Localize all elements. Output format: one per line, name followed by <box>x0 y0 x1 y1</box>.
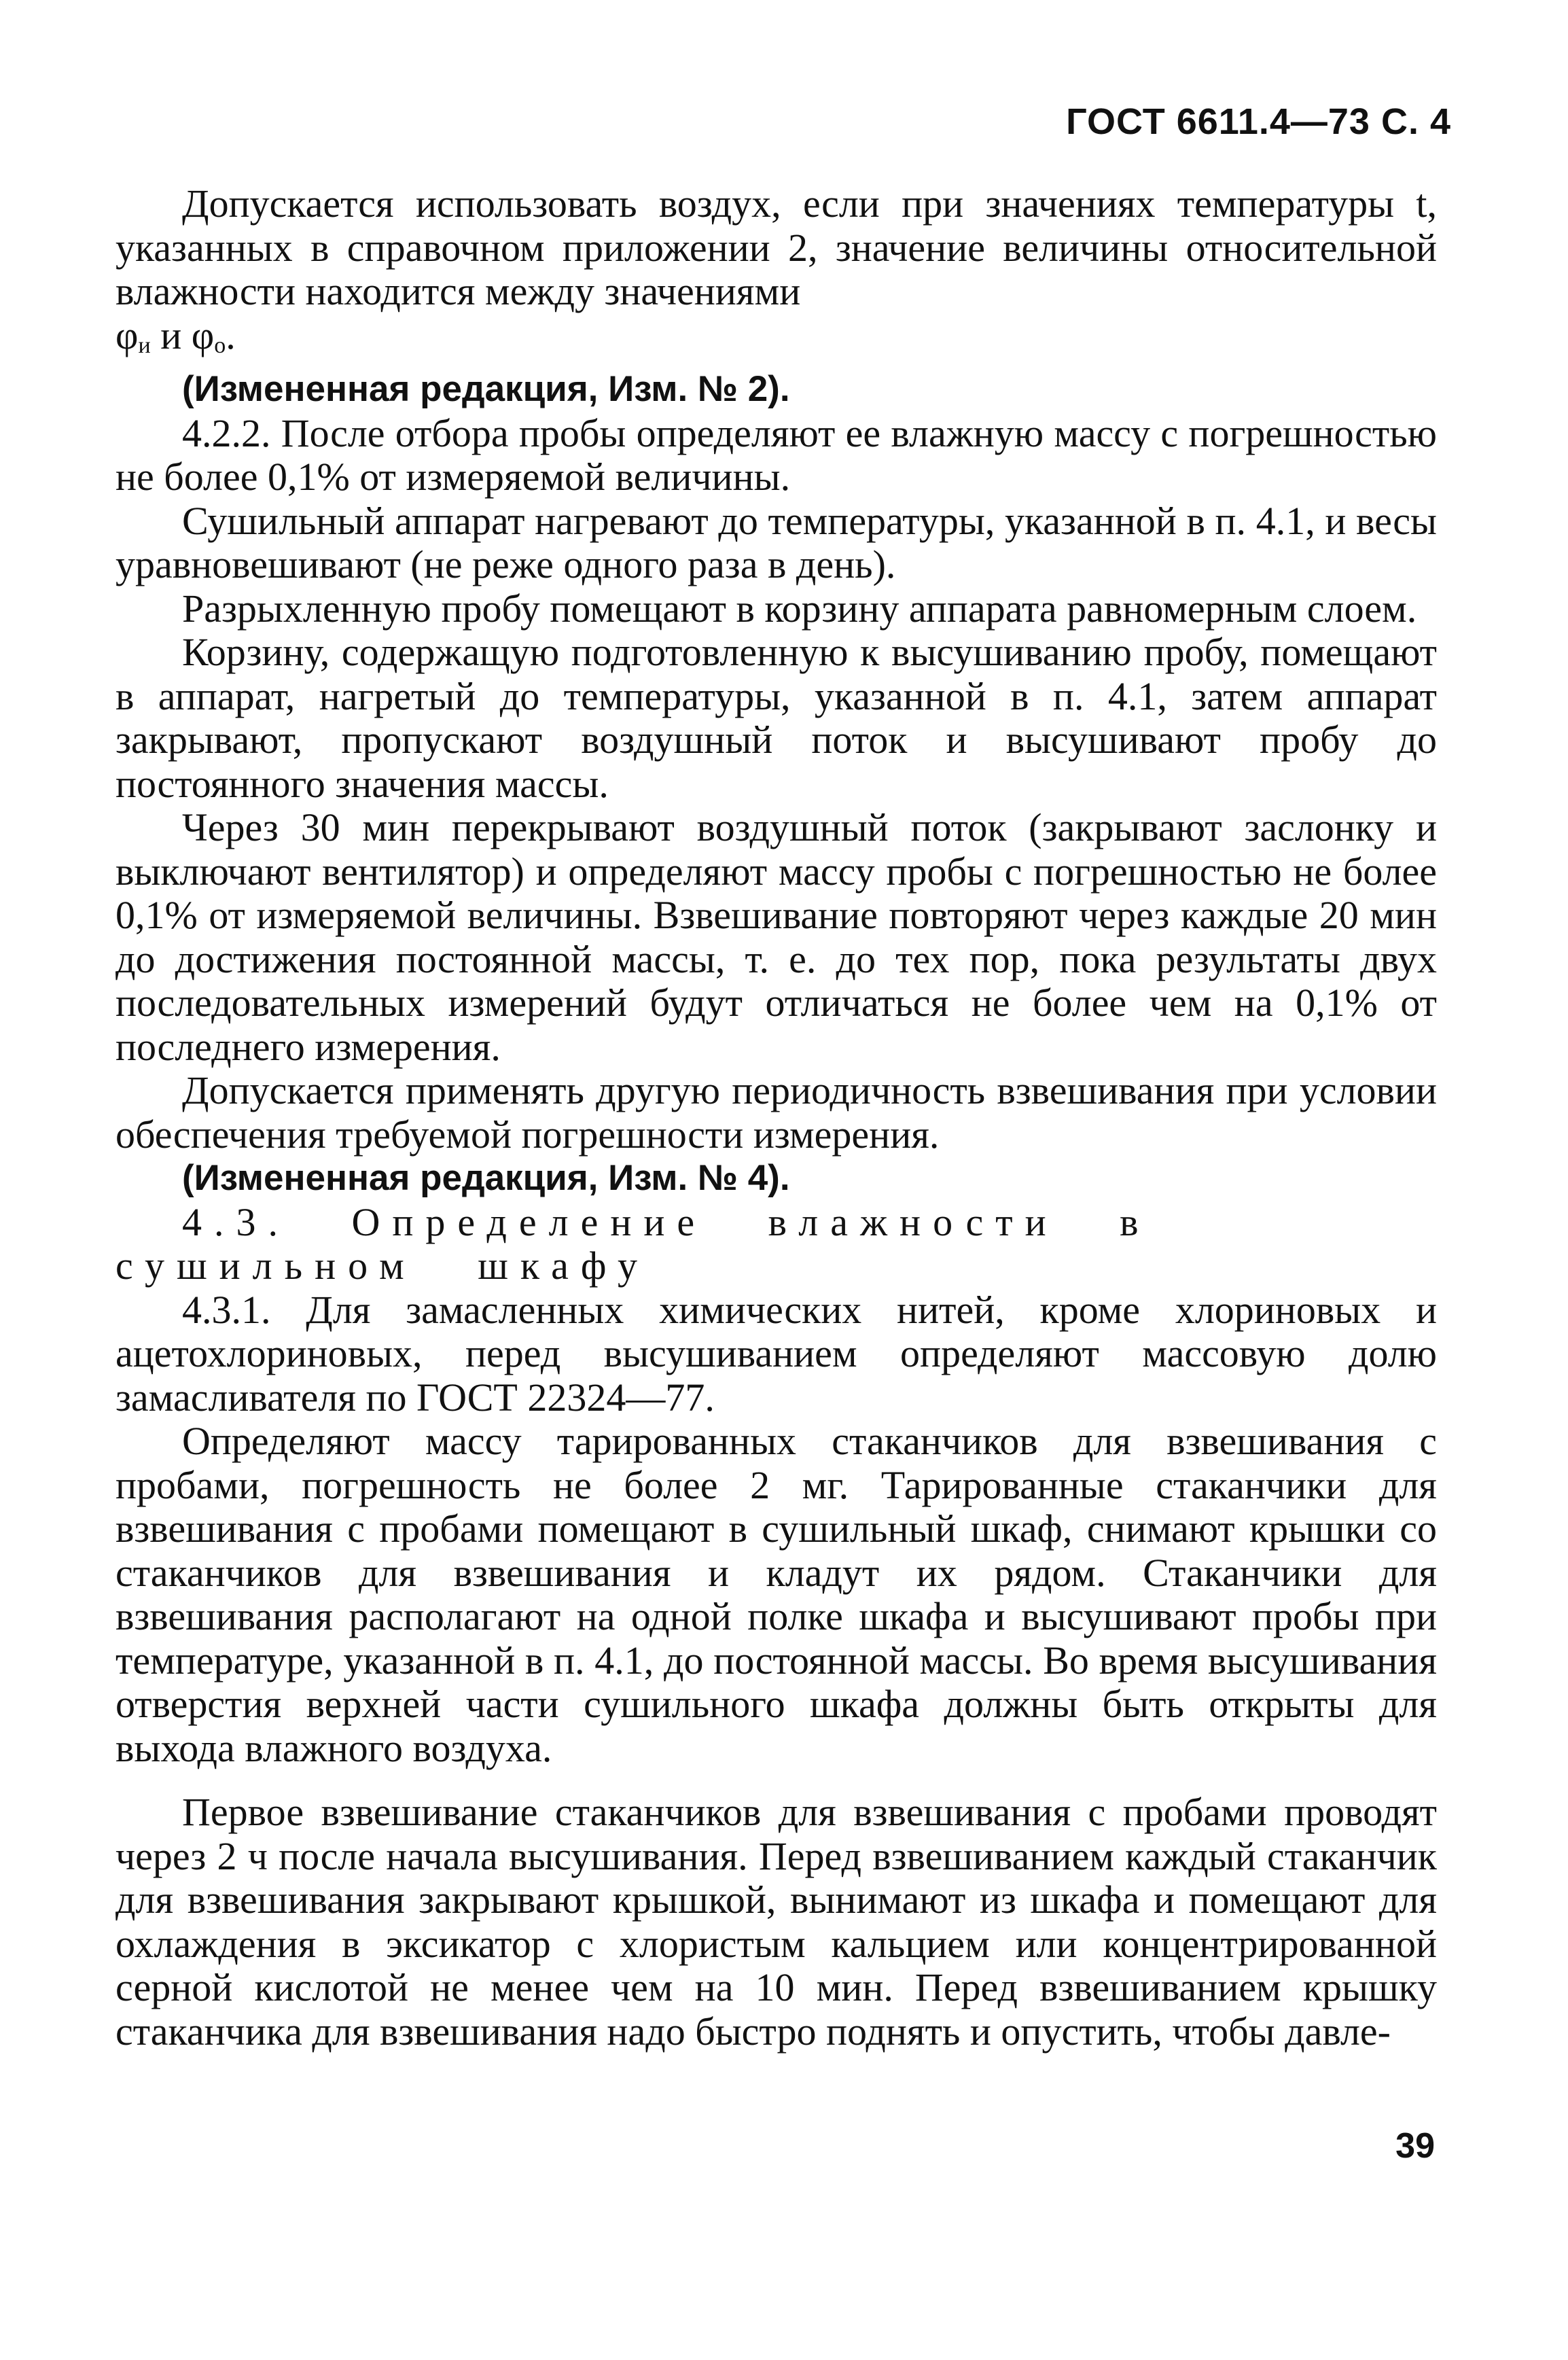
phi-symbol: φ <box>115 313 139 357</box>
sentence-end: . <box>226 313 236 357</box>
paragraph-apparatus-heating: Сушильный аппарат нагревают до температуры, указанной в п. 4.1, и весы уравновешивают (не реже одного раза в день). <box>115 498 1437 586</box>
paragraph-weighing-procedure: Через 30 мин перекрывают воздушный поток (закрывают заслонку и выключают вентилятор) и определяют массу пробы с погрешностью не более 0,1% от измеряемой величины. Взвешивание повторяют через каждые 20 мин до достижения постоянной массы, т. е. до тех пор, пока результаты двух последовательных измерений будут отличаться не более чем на 0,1% от последнего измерения. <box>115 805 1437 1069</box>
paragraph-sample-loading: Разрыхленную пробу помещают в корзину аппарата равномерным слоем. <box>182 586 1417 631</box>
running-head: ГОСТ 6611.4—73 С. 4 <box>1066 101 1451 142</box>
page-body <box>115 182 1437 2054</box>
phi-symbol: φ <box>191 313 215 357</box>
paragraph-first-weighing: Первое взвешивание стаканчиков для взвешивания с пробами проводят через 2 ч после начала высушивания. Перед взвешиванием каждый стаканчик для взвешивания закрывают крышкой, вынимают из шкафа и помещают для охлаждения в эксикатор с хлористым кальцием или концентрированной серной кислотой не менее чем на 10 мин. Перед взвешиванием крышку стаканчика для взвешивания надо быстро поднять и опустить, чтобы давле- <box>115 1790 1437 2054</box>
paragraph-4-2-2: 4.2.2. После отбора пробы определяют ее влажную массу с погрешностью не более 0,1% от измеряемой величины. <box>115 410 1437 499</box>
amendment-note: (Измененная редакция, Изм. № 2). <box>182 369 790 409</box>
section-heading-4-3: 4.3. Определение влажности в сушильном шкафу <box>115 1199 1151 1288</box>
conjunction: и <box>150 313 192 357</box>
paragraph-air-usage: Допускается использовать воздух, если при значениях температуры t, указанных в справочном приложении 2, значение величины относительной влажности находится между значениями <box>115 181 1437 313</box>
phi-symbols-line <box>115 314 1437 368</box>
paragraph-basket-drying: Корзину, содержащую подготовленную к высушиванию пробу, помещают в аппарат, нагретый до температуры, указанной в п. 4.1, затем аппарат закрывают, пропускают воздушный поток и высушивают пробу до постоянного значения массы. <box>115 630 1437 806</box>
phi-subscript: и <box>138 332 151 358</box>
phi-subscript: o <box>214 332 226 358</box>
page-number: 39 <box>1395 2126 1435 2166</box>
paragraph-tared-cups: Определяют массу тарированных стаканчиков для взвешивания с пробами, погрешность не более 2 мг. Тарированные стаканчики для взвешивания с пробами помещают в сушильный шкаф, снимают крышки со стаканчиков для взвешивания и кладут их рядом. Стаканчики для взвешивания располагают на одной полке шкафа и высушивают пробы при температуре, указанной в п. 4.1, до постоянной массы. Во время высушивания отверстия верхней части сушильного шкафа должны быть открыты для выхода влажного воздуха. <box>115 1419 1437 1770</box>
amendment-note: (Измененная редакция, Изм. № 4). <box>182 1158 790 1198</box>
paragraph-4-3-1: 4.3.1. Для замасленных химических нитей, кроме хлориновых и ацетохлориновых, перед высушиванием определяют массовую долю замасливателя по ГОСТ 22324—77. <box>115 1287 1437 1420</box>
paragraph-periodicity: Допускается применять другую периодичность взвешивания при условии обеспечения требуемой погрешности измерения. <box>115 1068 1437 1157</box>
